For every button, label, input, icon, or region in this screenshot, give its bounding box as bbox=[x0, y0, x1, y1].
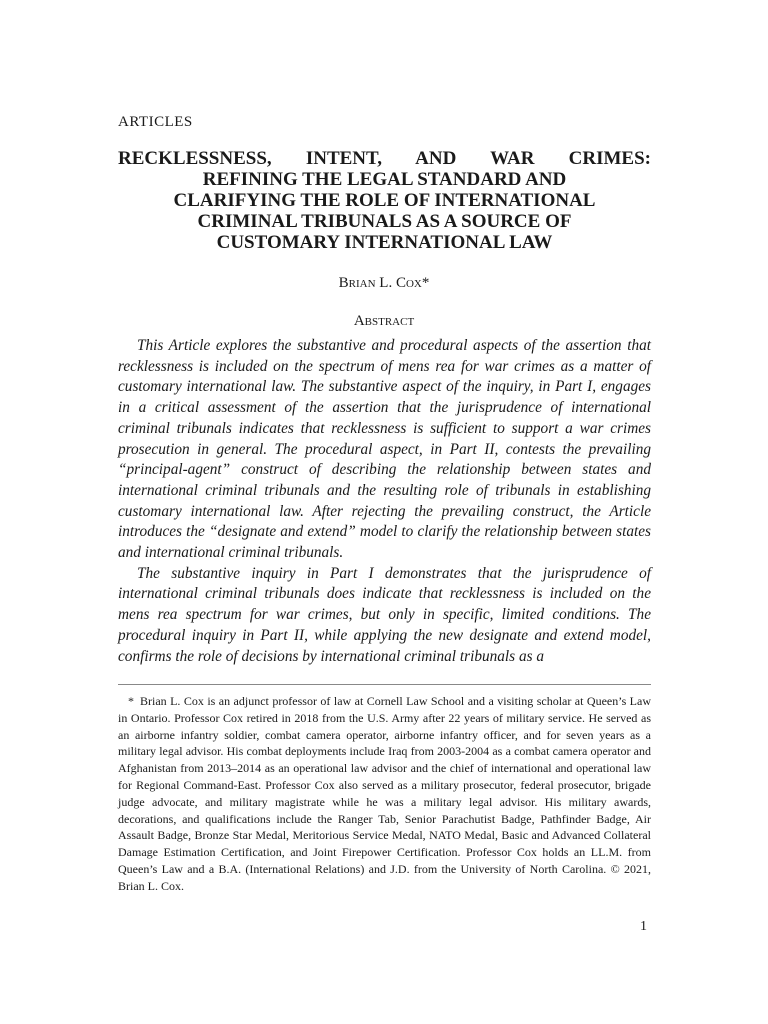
title-line: CLARIFYING THE ROLE OF INTERNATIONAL bbox=[173, 190, 596, 211]
abstract-body bbox=[118, 336, 651, 667]
author-byline: Brian L. Cox* bbox=[338, 275, 430, 291]
title-line: RECKLESSNESS, INTENT, AND WAR CRIMES: bbox=[118, 148, 651, 169]
page-number: 1 bbox=[640, 919, 647, 934]
section-label: ARTICLES bbox=[118, 114, 193, 130]
article-title bbox=[118, 148, 651, 253]
title-line: CUSTOMARY INTERNATIONAL LAW bbox=[216, 232, 553, 253]
author-footnote bbox=[118, 693, 651, 895]
abstract-paragraph: The substantive inquiry in Part I demonstrates that the jurisprudence of international criminal tribunals does indicate that recklessness is included on the mens rea spectrum for war crimes, but only in specific, limited conditions. The procedural inquiry in Part II, while applying the new designate and extend model, confirms the role of decisions by international criminal tribunals as a bbox=[118, 564, 651, 665]
abstract-paragraph: This Article explores the substantive and procedural aspects of the assertion that recklessness is included on the spectrum of mens rea for war crimes as a matter of customary international law. The substantive aspect of the inquiry, in Part I, engages in a critical assessment of the assertion that the jurisprudence of international criminal tribunals indicates that recklessness is sufficient to support a war crimes prosecution in general. The procedural aspect, in Part II, contests the prevailing “principal-agent” construct of describing the relationship between states and international criminal tribunals and the resulting role of tribunals in establishing customary international law. After rejecting the prevailing construct, the Article introduces the “designate and extend” model to clarify the relationship between states and international criminal tribunals. bbox=[118, 337, 651, 562]
title-line: CRIMINAL TRIBUNALS AS A SOURCE OF bbox=[197, 211, 572, 232]
footnote-separator bbox=[118, 684, 651, 685]
title-line: REFINING THE LEGAL STANDARD AND bbox=[202, 169, 567, 190]
footnote-text: Brian L. Cox is an adjunct professor of law at Cornell Law School and a visiting scholar at Queen’s Law in Ontario. Professor Cox retired in 2018 from the U.S. Army after 22 years of military service. He served as an airborne infantry soldier, combat camera operator, airborne infantry officer, and for seven years as a military legal advisor. His combat deployments include Iraq from 2003-2004 as a combat camera operator and Afghanistan from 2013–2014 as an operational law advisor and the chief of international and operational law for Regional Command-East. Professor Cox also served as a military prosecutor, federal prosecutor, brigade judge advocate, and military magistrate while he was a military legal advisor. His military awards, decorations, and qualifications include the Ranger Tab, Senior Parachutist Badge, Pathfinder Badge, Air Assault Badge, Bronze Star Medal, Meritorious Service Medal, NATO Medal, Basic and Advanced Collateral Damage Estimation Certification, and Joint Firepower Certification. Professor Cox holds an LL.M. from Queen’s Law and a B.A. (International Relations) and J.D. from the University of North Carolina. © 2021, Brian L. Cox. bbox=[118, 694, 651, 893]
footnote-marker: * bbox=[128, 694, 134, 708]
abstract-heading: Abstract bbox=[353, 313, 415, 329]
